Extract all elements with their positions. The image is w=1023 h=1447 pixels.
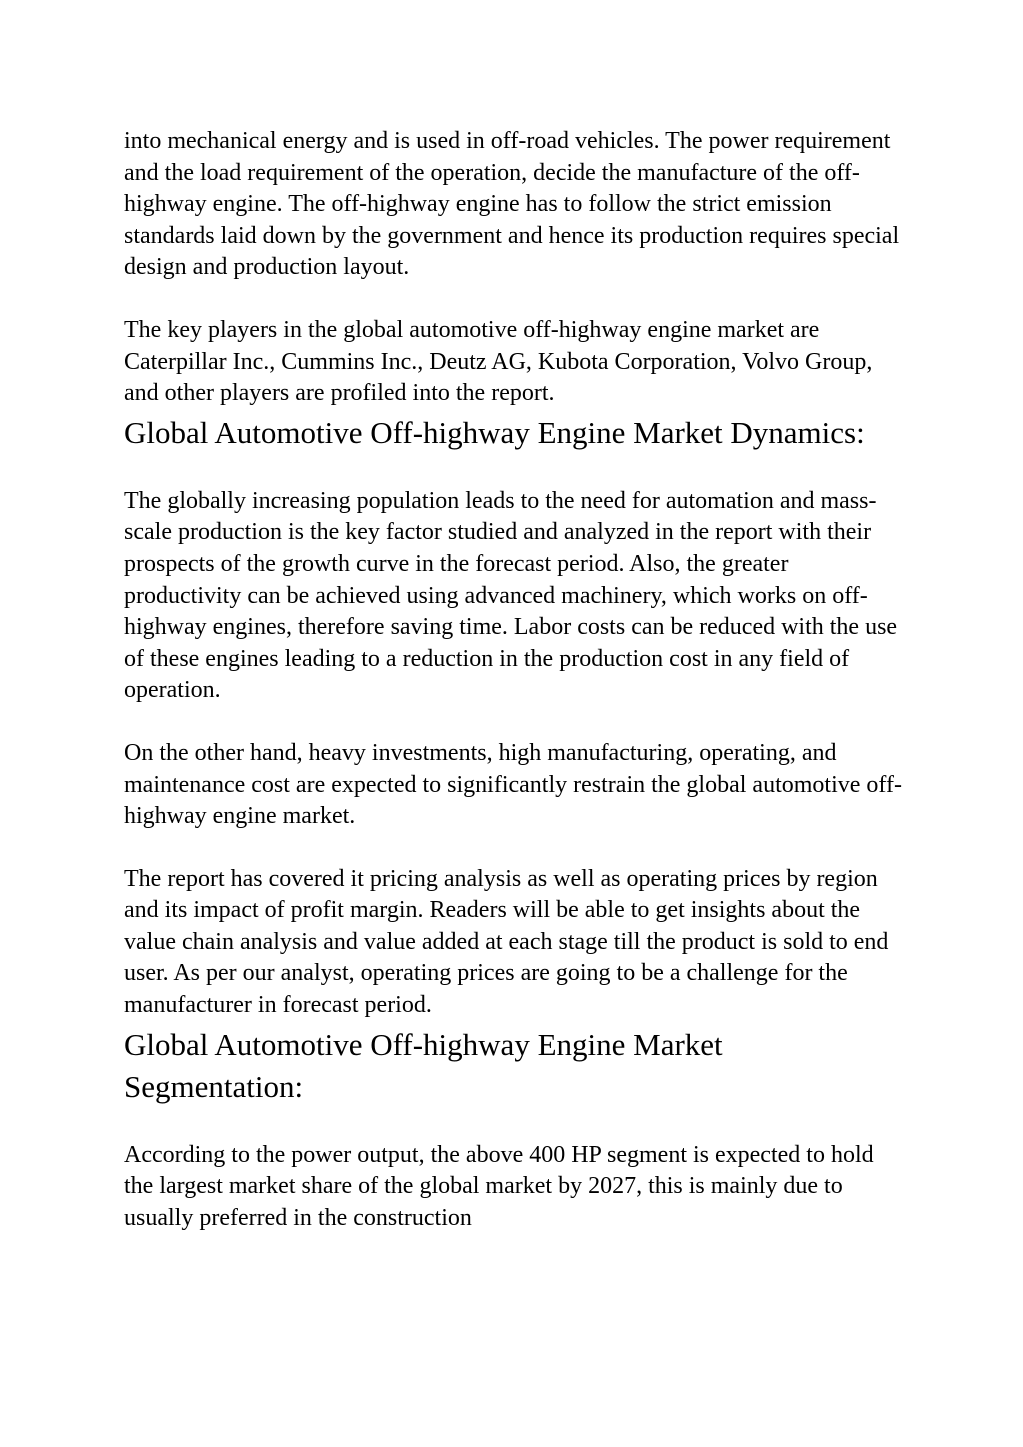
paragraph-pricing-analysis: The report has covered it pricing analysis as well as operating prices by region and its impact of profit margin. Readers will be able to get insights about the value chain analysis and value added at each stage till the product is sold to end user. As per our analyst, operating prices are going to be a challenge for the manufacturer in forecast period. [124,865,889,1019]
page-content [124,126,904,1234]
paragraph-restraints: On the other hand, heavy investments, high manufacturing, operating, and maintenance cost are expected to significantly restrain the global automotive off-highway engine market. [124,739,902,830]
heading-market-segmentation: Global Automotive Off-highway Engine Market Segmentation: [124,1026,723,1104]
paragraph-key-players: The key players in the global automotive off-highway engine market are Caterpillar Inc., Cummins Inc., Deutz AG, Kubota Corporation, Volvo Group, and other players are profiled into the report. [124,316,873,407]
paragraph-engine-intro: into mechanical energy and is used in off-road vehicles. The power requirement and the load requirement of the operation, decide the manufacture of the off-highway engine. The off-highway engine has to follow the strict emission standards laid down by the government and hence its production requires special design and production layout. [124,128,900,281]
paragraph-growth-drivers: The globally increasing population leads to the need for automation and mass-scale production is the key factor studied and analyzed in the report with their prospects of the growth curve in the forecast period. Also, the greater productivity can be achieved using advanced machinery, which works on off-highway engines, therefore saving time. Labor costs can be reduced with the use of these engines leading to a reduction in the production cost in any field of operation. [124,487,898,704]
heading-market-dynamics: Global Automotive Off-highway Engine Market Dynamics: [124,414,865,450]
paragraph-power-output-segment: According to the power output, the above 400 HP segment is expected to hold the largest market share of the global market by 2027, this is mainly due to usually preferred in the construction [124,1141,874,1231]
